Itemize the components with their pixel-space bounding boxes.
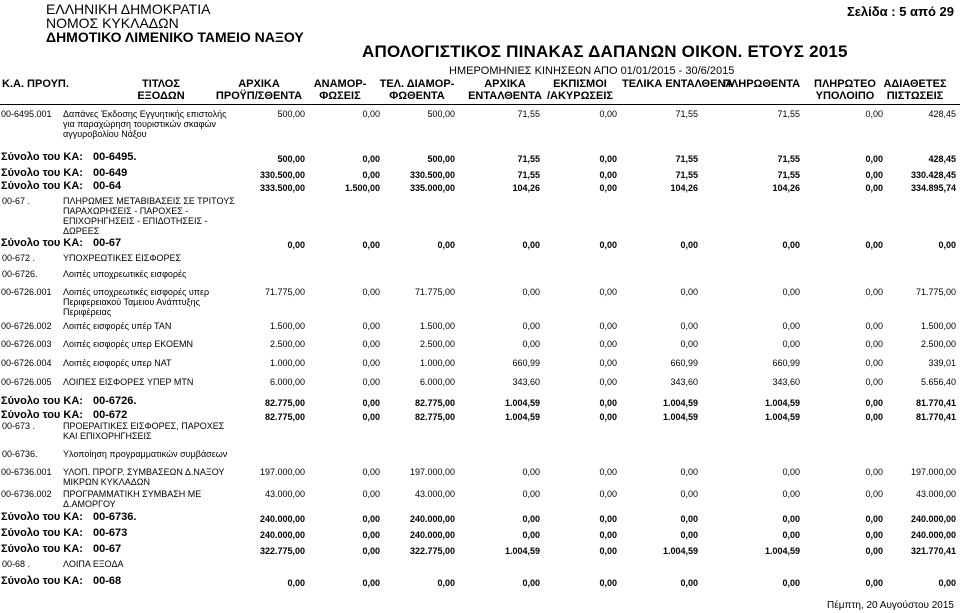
amount-cell: 0,00 bbox=[362, 170, 380, 180]
amount-cell: 330.500,00 bbox=[259, 170, 305, 180]
amount-cell: 0,00 bbox=[522, 339, 540, 349]
account-description: 00-649 bbox=[93, 167, 128, 179]
amount-cell: 0,00 bbox=[599, 183, 617, 193]
amount-cell: 500,00 bbox=[277, 109, 305, 119]
account-code: 00-6736.001 bbox=[1, 467, 52, 477]
amount-cell: 0,00 bbox=[782, 339, 800, 349]
amount-cell: 71,55 bbox=[517, 109, 540, 119]
amount-cell: 0,00 bbox=[782, 578, 800, 588]
country-label: ΕΛΛΗΝΙΚΗ ΔΗΜΟΚΡΑΤΙΑ bbox=[46, 1, 211, 17]
amount-cell: 2.500,00 bbox=[419, 339, 455, 349]
amount-cell: 321.770,41 bbox=[910, 546, 956, 556]
amount-cell: 334.895,74 bbox=[910, 183, 956, 193]
account-code: 00-6726. bbox=[2, 269, 38, 279]
amount-cell: 1.004,59 bbox=[662, 546, 698, 556]
page-number: Σελίδα : 5 από 29 bbox=[846, 4, 954, 19]
amount-cell: 0,00 bbox=[599, 489, 617, 499]
col-header-available bbox=[870, 78, 960, 102]
amount-cell: 82.775,00 bbox=[414, 412, 455, 422]
amount-cell: 0,00 bbox=[599, 377, 617, 387]
amount-cell: 0,00 bbox=[782, 489, 800, 499]
amount-cell: 71,55 bbox=[675, 109, 698, 119]
amount-cell: 1.000,00 bbox=[419, 358, 455, 368]
amount-cell: 0,00 bbox=[782, 321, 800, 331]
col-header-title-text: ΤΙΤΛΟΣ ΕΞΟΔΩΝ bbox=[137, 78, 185, 102]
amount-cell: 1.004,59 bbox=[764, 546, 800, 556]
amount-cell: 0,00 bbox=[865, 240, 883, 250]
account-code: 00-6736.002 bbox=[1, 489, 52, 499]
amount-cell: 0,00 bbox=[865, 467, 883, 477]
col-header-final-text: ΤΕΛ. ΔΙΑΜΟΡ- ΦΩΘΕΝΤΑ bbox=[379, 78, 455, 102]
amount-cell: 0,00 bbox=[865, 412, 883, 422]
account-description: ΥΛΟΠ. ΠΡΟΓΡ. ΣΥΜΒΑΣΕΩΝ Δ.ΝΑΞΟΥ ΜΙΚΡΩΝ ΚΥΚΛΑΔΩΝ bbox=[63, 467, 225, 487]
amount-cell: 0,00 bbox=[680, 321, 698, 331]
amount-cell: 240.000,00 bbox=[409, 514, 455, 524]
account-code: Σύνολο του ΚΑ: bbox=[1, 409, 83, 421]
amount-cell: 1.004,59 bbox=[504, 412, 540, 422]
amount-cell: 240.000,00 bbox=[409, 530, 455, 540]
amount-cell: 0,00 bbox=[599, 321, 617, 331]
account-code: 00-6495.001 bbox=[1, 109, 52, 119]
col-header-cancel-text: ΕΚΠΙΣΜΟΙ /ΑΚΥΡΩΣΕΙΣ bbox=[546, 78, 614, 102]
amount-cell: 71.775,00 bbox=[264, 287, 305, 297]
amount-cell: 0,00 bbox=[680, 514, 698, 524]
account-code: 00-6726.002 bbox=[1, 321, 52, 331]
amount-cell: 1.000,00 bbox=[269, 358, 305, 368]
organization-header bbox=[46, 2, 304, 44]
amount-cell: 0,00 bbox=[362, 530, 380, 540]
account-description: 00-67 bbox=[93, 237, 122, 249]
amount-cell: 0,00 bbox=[865, 183, 883, 193]
amount-cell: 0,00 bbox=[680, 530, 698, 540]
col-header-initial-text: ΑΡΧΙΚΑ ΠΡΟΫΠ/ΣΘΕΝΤΑ bbox=[215, 78, 303, 102]
amount-cell: 71,55 bbox=[517, 154, 540, 164]
amount-cell: 1.004,59 bbox=[764, 398, 800, 408]
amount-cell: 0,00 bbox=[287, 578, 305, 588]
account-description: ΠΡΟΓΡΑΜΜΑΤΙΚΗ ΣΥΜΒΑΣΗ ΜΕ Δ.ΑΜΟΡΓΟΥ bbox=[63, 489, 202, 509]
col-header-remaining-text: ΠΛΗΡΩΤΕΟ ΥΠΟΛΟΙΠΟ bbox=[814, 78, 876, 102]
amount-cell: 0,00 bbox=[362, 489, 380, 499]
account-description: Δαπάνες Έκδοσης Εγγυητικής επιστολής για παραχώρηση τουριστικών σκαφών αγγυροβολίου Νάξου bbox=[63, 109, 227, 139]
account-code: 00-6726.001 bbox=[1, 287, 52, 297]
amount-cell: 1.500,00 bbox=[920, 321, 956, 331]
prefecture-label: ΝΟΜΟΣ ΚΥΚΛΑΔΩΝ bbox=[46, 15, 179, 31]
amount-cell: 0,00 bbox=[362, 398, 380, 408]
amount-cell: 0,00 bbox=[865, 377, 883, 387]
col-header-initial bbox=[214, 78, 304, 102]
col-header-code: Κ.Α. ΠΡΟΥΠ. bbox=[2, 78, 69, 90]
amount-cell: 43.000,00 bbox=[264, 489, 305, 499]
amount-cell: 71,55 bbox=[675, 170, 698, 180]
amount-cell: 0,00 bbox=[782, 287, 800, 297]
print-date: Πέμπτη, 20 Αυγούστου 2015 bbox=[827, 600, 954, 611]
amount-cell: 0,00 bbox=[680, 489, 698, 499]
account-code: Σύνολο του ΚΑ: bbox=[1, 395, 83, 407]
amount-cell: 0,00 bbox=[522, 287, 540, 297]
amount-cell: 104,26 bbox=[772, 183, 800, 193]
col-header-realloc bbox=[300, 78, 380, 102]
amount-cell: 81.770,41 bbox=[915, 398, 956, 408]
amount-cell: 0,00 bbox=[680, 240, 698, 250]
amount-cell: 71,55 bbox=[777, 109, 800, 119]
col-header-realloc-text: ΑΝΑΜΟΡ- ΦΩΣΕΙΣ bbox=[313, 78, 367, 102]
col-header-available-text: ΑΔΙΑΘΕΤΕΣ ΠΙΣΤΩΣΕΙΣ bbox=[883, 78, 947, 102]
amount-cell: 0,00 bbox=[522, 321, 540, 331]
amount-cell: 0,00 bbox=[865, 339, 883, 349]
account-code: 00-673 . bbox=[2, 421, 36, 431]
amount-cell: 0,00 bbox=[865, 489, 883, 499]
amount-cell: 0,00 bbox=[362, 339, 380, 349]
amount-cell: 0,00 bbox=[865, 170, 883, 180]
account-code: 00-68 . bbox=[2, 559, 31, 569]
amount-cell: 500,00 bbox=[427, 154, 455, 164]
amount-cell: 104,26 bbox=[670, 183, 698, 193]
account-description: Υλοποίηση προγραμματικών συμβάσεων bbox=[63, 449, 228, 459]
amount-cell: 0,00 bbox=[680, 339, 698, 349]
amount-cell: 71,55 bbox=[777, 170, 800, 180]
amount-cell: 0,00 bbox=[362, 240, 380, 250]
amount-cell: 0,00 bbox=[522, 240, 540, 250]
document-title: ΑΠΟΛΟΓΙΣΤΙΚΟΣ ΠΙΝΑΚΑΣ ΔΑΠΑΝΩΝ ΟΙΚΟΝ. ΕΤΟΥΣ 2015 bbox=[362, 42, 848, 61]
amount-cell: 343,60 bbox=[670, 377, 698, 387]
amount-cell: 500,00 bbox=[427, 109, 455, 119]
account-code: Σύνολο του ΚΑ: bbox=[1, 167, 83, 179]
amount-cell: 1.004,59 bbox=[504, 398, 540, 408]
amount-cell: 0,00 bbox=[599, 358, 617, 368]
account-code: Σύνολο του ΚΑ: bbox=[1, 575, 83, 587]
amount-cell: 0,00 bbox=[865, 546, 883, 556]
amount-cell: 0,00 bbox=[938, 578, 956, 588]
amount-cell: 500,00 bbox=[277, 154, 305, 164]
amount-cell: 0,00 bbox=[599, 467, 617, 477]
amount-cell: 0,00 bbox=[782, 467, 800, 477]
account-code: Σύνολο του ΚΑ: bbox=[1, 237, 83, 249]
amount-cell: 71,55 bbox=[675, 154, 698, 164]
amount-cell: 0,00 bbox=[362, 358, 380, 368]
amount-cell: 71.775,00 bbox=[414, 287, 455, 297]
amount-cell: 0,00 bbox=[362, 467, 380, 477]
amount-cell: 0,00 bbox=[599, 240, 617, 250]
amount-cell: 2.500,00 bbox=[920, 339, 956, 349]
amount-cell: 0,00 bbox=[362, 377, 380, 387]
amount-cell: 0,00 bbox=[782, 514, 800, 524]
amount-cell: 240.000,00 bbox=[910, 514, 956, 524]
amount-cell: 0,00 bbox=[865, 287, 883, 297]
amount-cell: 0,00 bbox=[599, 546, 617, 556]
account-code: 00-6726.004 bbox=[1, 358, 52, 368]
amount-cell: 0,00 bbox=[522, 467, 540, 477]
amount-cell: 335.000,00 bbox=[409, 183, 455, 193]
col-header-final-paid: ΤΕΛΙΚΑ ΕΝΤΑΛΘΕΝΑ bbox=[622, 78, 734, 90]
account-description: 00-6495. bbox=[93, 151, 137, 163]
account-code: Σύνολο του ΚΑ: bbox=[1, 543, 83, 555]
col-header-final bbox=[372, 78, 462, 102]
account-description: ΛΟΙΠΕΣ ΕΙΣΦΟΡΕΣ ΥΠΕΡ ΜΤΝ bbox=[63, 377, 194, 387]
amount-cell: 343,60 bbox=[772, 377, 800, 387]
col-header-paid: ΠΛΗΡΩΘΕΝΤΑ bbox=[723, 78, 801, 90]
amount-cell: 1.004,59 bbox=[764, 412, 800, 422]
amount-cell: 428,45 bbox=[928, 154, 956, 164]
amount-cell: 104,26 bbox=[512, 183, 540, 193]
amount-cell: 197.000,00 bbox=[910, 467, 956, 477]
amount-cell: 322.775,00 bbox=[409, 546, 455, 556]
amount-cell: 0,00 bbox=[865, 398, 883, 408]
col-header-cancel bbox=[540, 78, 620, 102]
col-header-committed-text: ΑΡΧΙΚΑ ΕΝΤΑΛΘΕΝΤΑ bbox=[468, 78, 542, 102]
account-code: 00-6726.003 bbox=[1, 339, 52, 349]
amount-cell: 1.004,59 bbox=[662, 398, 698, 408]
amount-cell: 1.500,00 bbox=[419, 321, 455, 331]
amount-cell: 0,00 bbox=[522, 514, 540, 524]
amount-cell: 0,00 bbox=[362, 321, 380, 331]
account-code: Σύνολο του ΚΑ: bbox=[1, 180, 83, 192]
amount-cell: 0,00 bbox=[599, 154, 617, 164]
amount-cell: 71,55 bbox=[517, 170, 540, 180]
amount-cell: 660,99 bbox=[512, 358, 540, 368]
amount-cell: 81.770,41 bbox=[915, 412, 956, 422]
account-code: 00-672 . bbox=[2, 253, 36, 263]
amount-cell: 660,99 bbox=[772, 358, 800, 368]
amount-cell: 82.775,00 bbox=[264, 398, 305, 408]
amount-cell: 333.500,00 bbox=[259, 183, 305, 193]
amount-cell: 197.000,00 bbox=[259, 467, 305, 477]
account-description: 00-68 bbox=[93, 575, 122, 587]
amount-cell: 330.428,45 bbox=[910, 170, 956, 180]
date-range: ΗΜΕΡΟΜΗΝΙΕΣ ΚΙΝΗΣΕΩΝ ΑΠΟ 01/01/2015 - 30/6/2015 bbox=[449, 65, 735, 77]
amount-cell: 322.775,00 bbox=[259, 546, 305, 556]
account-description: Λοιπές εισφορές υπερ ΝΑΤ bbox=[63, 358, 172, 368]
amount-cell: 0,00 bbox=[782, 240, 800, 250]
account-description: ΠΡΟΕΡΑΙΤΙΚΕΣ ΕΙΣΦΟΡΕΣ, ΠΑΡΟΧΕΣ ΚΑΙ ΕΠΙΧΟΡΗΓΗΣΕΙΣ bbox=[63, 421, 225, 441]
amount-cell: 2.500,00 bbox=[269, 339, 305, 349]
amount-cell: 71,55 bbox=[777, 154, 800, 164]
amount-cell: 43.000,00 bbox=[414, 489, 455, 499]
amount-cell: 0,00 bbox=[680, 578, 698, 588]
amount-cell: 428,45 bbox=[928, 109, 956, 119]
amount-cell: 0,00 bbox=[865, 321, 883, 331]
amount-cell: 660,99 bbox=[670, 358, 698, 368]
account-description: ΥΠΟΧΡΕΩΤΙΚΕΣ ΕΙΣΦΟΡΕΣ bbox=[63, 253, 182, 263]
amount-cell: 0,00 bbox=[437, 578, 455, 588]
amount-cell: 343,60 bbox=[512, 377, 540, 387]
amount-cell: 0,00 bbox=[865, 154, 883, 164]
amount-cell: 197.000,00 bbox=[409, 467, 455, 477]
amount-cell: 0,00 bbox=[522, 578, 540, 588]
amount-cell: 240.000,00 bbox=[910, 530, 956, 540]
amount-cell: 71.775,00 bbox=[915, 287, 956, 297]
amount-cell: 0,00 bbox=[865, 514, 883, 524]
amount-cell: 0,00 bbox=[599, 514, 617, 524]
amount-cell: 240.000,00 bbox=[259, 514, 305, 524]
amount-cell: 0,00 bbox=[362, 154, 380, 164]
amount-cell: 0,00 bbox=[437, 240, 455, 250]
amount-cell: 1.500,00 bbox=[344, 183, 380, 193]
account-code: 00-6736. bbox=[2, 449, 38, 459]
amount-cell: 0,00 bbox=[938, 240, 956, 250]
organization-name: ΔΗΜΟΤΙΚΟ ΛΙΜΕΝΙΚΟ ΤΑΜΕΙΟ ΝΑΞΟΥ bbox=[46, 29, 304, 45]
amount-cell: 82.775,00 bbox=[264, 412, 305, 422]
amount-cell: 0,00 bbox=[522, 530, 540, 540]
amount-cell: 0,00 bbox=[782, 530, 800, 540]
amount-cell: 0,00 bbox=[362, 546, 380, 556]
amount-cell: 0,00 bbox=[680, 467, 698, 477]
amount-cell: 0,00 bbox=[362, 412, 380, 422]
amount-cell: 0,00 bbox=[599, 287, 617, 297]
account-description: 00-672 bbox=[93, 409, 128, 421]
account-code: Σύνολο του ΚΑ: bbox=[1, 151, 83, 163]
account-description: Λοιπές εισφορές υπερ ΕΚΟΕΜΝ bbox=[63, 339, 193, 349]
amount-cell: 6.000,00 bbox=[419, 377, 455, 387]
account-description: ΠΛΗΡΩΜΕΣ ΜΕΤΑΒΙΒΑΣΕΙΣ ΣΕ ΤΡΙΤΟΥΣ ΠΑΡΑΧΩΡΗΣΕΙΣ - ΠΑΡΟΧΕΣ - ΕΠΙΧΟΡΗΓΗΣΕΙΣ - ΕΠΙΔΟΤΗΣΕΙΣ - ΔΩΡΕΕΣ bbox=[63, 196, 235, 236]
account-code: 00-67 . bbox=[2, 196, 31, 206]
col-header-title bbox=[116, 78, 206, 102]
amount-cell: 43.000,00 bbox=[915, 489, 956, 499]
amount-cell: 0,00 bbox=[362, 287, 380, 297]
amount-cell: 0,00 bbox=[680, 287, 698, 297]
amount-cell: 0,00 bbox=[287, 240, 305, 250]
amount-cell: 1.500,00 bbox=[269, 321, 305, 331]
amount-cell: 0,00 bbox=[599, 339, 617, 349]
account-code: Σύνολο του ΚΑ: bbox=[1, 511, 83, 523]
amount-cell: 0,00 bbox=[599, 578, 617, 588]
amount-cell: 330.500,00 bbox=[409, 170, 455, 180]
account-description: 00-673 bbox=[93, 527, 128, 539]
account-description: 00-64 bbox=[93, 180, 122, 192]
amount-cell: 0,00 bbox=[599, 530, 617, 540]
col-header-committed bbox=[460, 78, 550, 102]
account-description: Λοιπές υποχρεωτικές εισφορές υπερ Περιφερειακού Ταμειου Ανάπτυξης Περιφέρειας bbox=[63, 287, 210, 317]
amount-cell: 1.004,59 bbox=[504, 546, 540, 556]
amount-cell: 1.004,59 bbox=[662, 412, 698, 422]
account-code: 00-6726.005 bbox=[1, 377, 52, 387]
amount-cell: 240.000,00 bbox=[259, 530, 305, 540]
account-description: Λοιπές εισφορές υπέρ ΤΑΝ bbox=[63, 321, 172, 331]
account-description: 00-67 bbox=[93, 543, 122, 555]
account-description: 00-6736. bbox=[93, 511, 137, 523]
amount-cell: 0,00 bbox=[599, 170, 617, 180]
amount-cell: 5.656,40 bbox=[920, 377, 956, 387]
amount-cell: 0,00 bbox=[522, 489, 540, 499]
account-description: Λοιπές υποχρεωτικές εισφορές bbox=[63, 269, 187, 279]
amount-cell: 0,00 bbox=[599, 412, 617, 422]
amount-cell: 0,00 bbox=[865, 530, 883, 540]
amount-cell: 0,00 bbox=[865, 578, 883, 588]
amount-cell: 6.000,00 bbox=[269, 377, 305, 387]
amount-cell: 0,00 bbox=[362, 109, 380, 119]
amount-cell: 0,00 bbox=[865, 109, 883, 119]
amount-cell: 0,00 bbox=[865, 358, 883, 368]
amount-cell: 339,01 bbox=[928, 358, 956, 368]
header-divider bbox=[0, 104, 960, 105]
account-description: ΛΟΙΠΑ ΕΞΟΔΑ bbox=[63, 559, 124, 569]
amount-cell: 0,00 bbox=[362, 578, 380, 588]
amount-cell: 82.775,00 bbox=[414, 398, 455, 408]
amount-cell: 0,00 bbox=[599, 109, 617, 119]
amount-cell: 0,00 bbox=[362, 514, 380, 524]
amount-cell: 0,00 bbox=[599, 398, 617, 408]
account-code: Σύνολο του ΚΑ: bbox=[1, 527, 83, 539]
account-description: 00-6726. bbox=[93, 395, 137, 407]
